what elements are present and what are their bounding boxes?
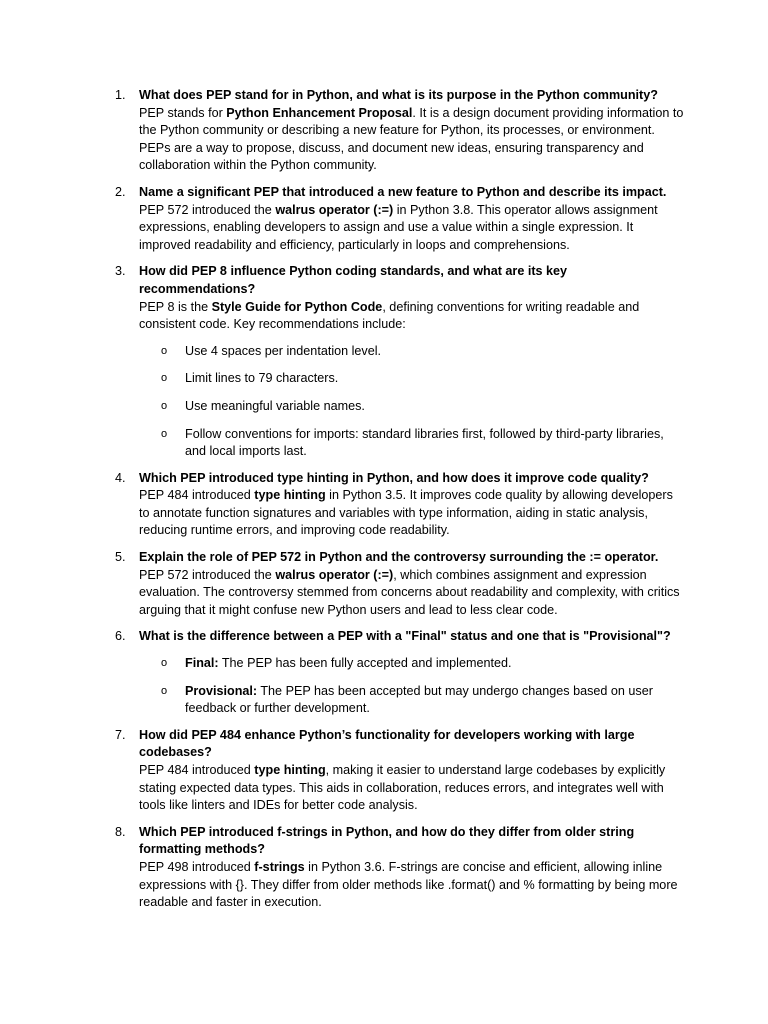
text-run: in Python 3.6. F-strings are concise and efficient, allowing inline expressions with {}. They differ from older methods like .format() and % formatting by being more readable and faster in execution. [139, 859, 678, 910]
answer-text [139, 487, 684, 540]
item-number: 8. [115, 824, 126, 839]
bullet-glyph: o [161, 372, 168, 385]
qa-item [115, 87, 684, 175]
text-run: , which combines assignment and expression evaluation. The controversy stemmed from concerns about readability and complexity, with critics arguing that it might confuse new Python users and lead to less clear code. [139, 567, 680, 617]
answer-text [139, 202, 684, 255]
item-number: 7. [115, 727, 126, 742]
text-run: The PEP has been accepted but may undergo changes based on user feedback or further development. [185, 683, 653, 716]
bullet-item [161, 370, 684, 388]
text-run: The PEP has been fully accepted and implemented. [218, 656, 512, 671]
answer-text [139, 299, 684, 334]
bold-text: Provisional: [185, 683, 258, 698]
text-run: , making it easier to understand large codebases by explicitly stating expected data types. This aids in collaboration, reduces errors, and integrates well with tools like linters and IDEs for better code analysis. [139, 763, 666, 813]
qa-item [115, 824, 684, 912]
item-number: 3. [115, 264, 126, 279]
question-text: Name a significant PEP that introduced a new feature to Python and describe its impact. [139, 184, 667, 199]
text-run: Limit lines to 79 characters. [185, 371, 339, 386]
answer-text [139, 859, 684, 912]
bullet-item [161, 655, 684, 673]
bullet-item [161, 683, 684, 718]
bullet-glyph: o [161, 684, 168, 697]
text-run: in Python 3.8. This operator allows assignment expressions, enabling developers to assign and use a value within a single expression. It improved readability and efficiency, particularly in loops and comprehensions. [139, 202, 658, 252]
text-run: PEP 484 introduced [139, 488, 255, 503]
bold-text: Python Enhancement Proposal [226, 105, 413, 120]
answer-text [139, 762, 684, 815]
text-run: PEP 572 introduced the [139, 202, 276, 217]
item-number: 2. [115, 184, 126, 199]
qa-item [115, 628, 684, 717]
bullet-list [139, 655, 684, 718]
bullet-item [161, 343, 684, 361]
question-text: Explain the role of PEP 572 in Python and the controversy surrounding the := operator. [139, 550, 659, 565]
question-text: Which PEP introduced type hinting in Python, and how does it improve code quality? [139, 470, 649, 485]
question-text: How did PEP 484 enhance Python’s functionality for developers working with large codebases? [139, 727, 635, 760]
bullet-item [161, 398, 684, 416]
qa-item [115, 727, 684, 815]
text-run: . It is a design document providing information to the Python community or describing a new feature for Python, its processes, or environment. PEPs are a way to propose, discuss, and document new ideas, ensuring transparency and collaboration within the Python community. [139, 105, 684, 173]
question-text: How did PEP 8 influence Python coding standards, and what are its key recommendations? [139, 264, 568, 296]
bullet-item [161, 426, 684, 461]
text-run: , defining conventions for writing readable and consistent code. Key recommendations include: [139, 299, 640, 332]
bold-text: Final: [185, 656, 219, 671]
text-run: PEP 8 is the [139, 299, 212, 314]
question-text: What is the difference between a PEP with a "Final" status and one that is "Provisional"? [139, 629, 671, 644]
text-run: Use 4 spaces per indentation level. [185, 343, 382, 358]
bold-text: f-strings [254, 859, 305, 874]
bullet-glyph: o [161, 427, 168, 440]
item-number: 6. [115, 629, 126, 644]
bold-text: type hinting [254, 763, 326, 777]
text-run: Follow conventions for imports: standard libraries first, followed by third-party libraries, and local imports last. [185, 426, 664, 459]
bullet-glyph: o [161, 344, 168, 357]
item-number: 4. [115, 470, 126, 485]
answer-text [139, 567, 684, 620]
qa-list [115, 87, 684, 921]
question-text: Which PEP introduced f-strings in Python, and how do they differ from older string formatting methods? [139, 824, 635, 857]
bullet-glyph: o [161, 399, 168, 412]
text-run: PEP 498 introduced [139, 859, 255, 874]
item-number: 1. [115, 88, 126, 102]
bold-text: walrus operator (:=) [275, 202, 394, 217]
text-run: Use meaningful variable names. [185, 398, 365, 413]
qa-item [115, 263, 684, 460]
text-run: PEP stands for [139, 105, 227, 120]
qa-item [115, 549, 684, 619]
qa-item [115, 470, 684, 540]
bullet-list [139, 343, 684, 461]
question-text: What does PEP stand for in Python, and what is its purpose in the Python community? [139, 88, 658, 102]
item-number: 5. [115, 550, 126, 565]
bold-text: type hinting [254, 488, 326, 503]
text-run: PEP 484 introduced [139, 763, 255, 777]
answer-text [139, 105, 684, 175]
bold-text: Style Guide for Python Code [211, 299, 383, 314]
text-run: in Python 3.5. It improves code quality by allowing developers to annotate function signatures and variables with type information, aiding in static analysis, reducing runtime errors, and improving code readability. [139, 488, 673, 538]
text-run: PEP 572 introduced the [139, 567, 276, 582]
qa-item [115, 184, 684, 254]
bold-text: walrus operator (:=) [275, 567, 394, 582]
bullet-glyph: o [161, 657, 168, 670]
